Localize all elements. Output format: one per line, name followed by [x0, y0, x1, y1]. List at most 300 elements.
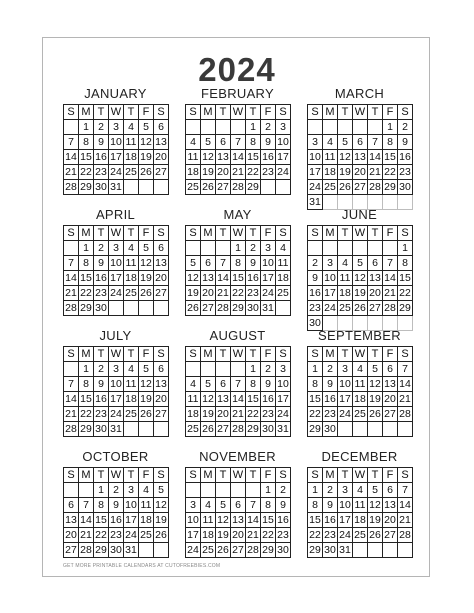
day-cell: 3 — [338, 483, 353, 498]
day-cell: 5 — [186, 256, 201, 271]
day-cell: 2 — [323, 483, 338, 498]
day-cell: 29 — [261, 543, 276, 558]
weekday-label: F — [139, 105, 154, 120]
month-day-grid — [185, 467, 291, 558]
weekday-label: S — [398, 105, 413, 120]
empty-cell — [154, 301, 169, 316]
day-cell: 11 — [124, 256, 139, 271]
weekday-label: F — [383, 105, 398, 120]
day-cell: 15 — [79, 150, 94, 165]
day-cell: 4 — [186, 135, 201, 150]
empty-cell — [398, 543, 413, 558]
weekday-label: S — [64, 226, 79, 241]
weekday-label: W — [353, 468, 368, 483]
day-cell: 26 — [216, 543, 231, 558]
month-september — [307, 326, 412, 447]
day-cell: 19 — [353, 286, 368, 301]
weekday-label: M — [201, 226, 216, 241]
weekday-label: S — [276, 105, 291, 120]
empty-cell — [368, 120, 383, 135]
day-cell: 7 — [398, 483, 413, 498]
day-cell: 7 — [216, 256, 231, 271]
weekday-label: S — [64, 347, 79, 362]
day-cell: 4 — [323, 135, 338, 150]
day-cell: 7 — [368, 135, 383, 150]
day-cell: 19 — [368, 513, 383, 528]
empty-cell — [186, 362, 201, 377]
month-day-grid — [185, 104, 291, 195]
day-cell: 22 — [308, 407, 323, 422]
day-cell: 16 — [323, 392, 338, 407]
day-cell: 30 — [246, 301, 261, 316]
day-cell: 15 — [261, 513, 276, 528]
month-july — [63, 326, 168, 447]
day-cell: 23 — [94, 407, 109, 422]
day-cell: 24 — [276, 165, 291, 180]
day-cell: 20 — [64, 528, 79, 543]
empty-cell — [368, 422, 383, 437]
empty-cell — [353, 543, 368, 558]
weekday-label: T — [338, 347, 353, 362]
day-cell: 29 — [246, 180, 261, 195]
day-cell: 12 — [201, 150, 216, 165]
day-cell: 23 — [246, 286, 261, 301]
day-cell: 14 — [64, 392, 79, 407]
weekday-label: W — [353, 105, 368, 120]
empty-cell — [368, 543, 383, 558]
month-august — [185, 326, 290, 447]
day-cell: 14 — [216, 271, 231, 286]
day-cell: 24 — [186, 543, 201, 558]
empty-cell — [276, 180, 291, 195]
day-cell: 29 — [246, 422, 261, 437]
empty-cell — [338, 120, 353, 135]
day-cell: 6 — [231, 498, 246, 513]
day-cell: 18 — [186, 165, 201, 180]
month-day-grid — [63, 346, 169, 437]
day-cell: 5 — [201, 135, 216, 150]
weekday-label: W — [353, 226, 368, 241]
day-cell: 13 — [154, 135, 169, 150]
day-cell: 21 — [231, 407, 246, 422]
empty-cell — [231, 362, 246, 377]
weekday-label: T — [246, 226, 261, 241]
empty-cell — [109, 301, 124, 316]
day-cell: 1 — [308, 483, 323, 498]
day-cell: 25 — [124, 286, 139, 301]
empty-cell — [154, 180, 169, 195]
day-cell: 31 — [109, 422, 124, 437]
day-cell: 16 — [94, 150, 109, 165]
day-cell: 6 — [154, 241, 169, 256]
empty-cell — [124, 301, 139, 316]
day-cell: 20 — [154, 271, 169, 286]
day-cell: 5 — [353, 256, 368, 271]
day-cell: 30 — [276, 543, 291, 558]
day-cell: 20 — [368, 286, 383, 301]
day-cell: 2 — [94, 120, 109, 135]
day-cell: 26 — [368, 528, 383, 543]
day-cell: 24 — [109, 165, 124, 180]
day-cell: 26 — [353, 301, 368, 316]
weekday-label: S — [154, 105, 169, 120]
weekday-label: M — [201, 468, 216, 483]
empty-cell — [398, 422, 413, 437]
weekday-label: T — [94, 105, 109, 120]
day-cell: 11 — [323, 150, 338, 165]
day-cell: 22 — [383, 165, 398, 180]
day-cell: 4 — [139, 483, 154, 498]
day-cell: 4 — [124, 120, 139, 135]
day-cell: 26 — [139, 286, 154, 301]
empty-cell — [201, 120, 216, 135]
day-cell: 19 — [201, 165, 216, 180]
weekday-label: T — [338, 468, 353, 483]
day-cell: 6 — [383, 362, 398, 377]
day-cell: 6 — [201, 256, 216, 271]
day-cell: 4 — [124, 362, 139, 377]
day-cell: 24 — [323, 301, 338, 316]
day-cell: 25 — [276, 286, 291, 301]
day-cell: 3 — [308, 135, 323, 150]
weekday-label: T — [94, 347, 109, 362]
day-cell: 14 — [231, 392, 246, 407]
day-cell: 10 — [124, 498, 139, 513]
day-cell: 25 — [139, 528, 154, 543]
empty-cell — [64, 483, 79, 498]
day-cell: 1 — [246, 362, 261, 377]
empty-cell — [154, 543, 169, 558]
day-cell: 23 — [308, 301, 323, 316]
day-cell: 10 — [276, 135, 291, 150]
day-cell: 12 — [368, 377, 383, 392]
day-cell: 5 — [201, 377, 216, 392]
day-cell: 2 — [246, 241, 261, 256]
day-cell: 27 — [154, 407, 169, 422]
day-cell: 9 — [323, 377, 338, 392]
day-cell: 7 — [398, 362, 413, 377]
day-cell: 20 — [353, 165, 368, 180]
day-cell: 21 — [231, 165, 246, 180]
day-cell: 22 — [94, 528, 109, 543]
day-cell: 27 — [154, 165, 169, 180]
day-cell: 26 — [186, 301, 201, 316]
day-cell: 15 — [231, 271, 246, 286]
day-cell: 3 — [124, 483, 139, 498]
day-cell: 12 — [338, 150, 353, 165]
day-cell: 22 — [231, 286, 246, 301]
day-cell: 30 — [94, 301, 109, 316]
day-cell: 7 — [64, 256, 79, 271]
weekday-label: S — [186, 226, 201, 241]
weekday-label: F — [139, 226, 154, 241]
day-cell: 12 — [139, 256, 154, 271]
day-cell: 23 — [398, 165, 413, 180]
day-cell: 9 — [94, 377, 109, 392]
weekday-label: T — [216, 468, 231, 483]
day-cell: 9 — [323, 498, 338, 513]
weekday-label: T — [246, 105, 261, 120]
month-name: DECEMBER — [321, 449, 398, 464]
weekday-label: T — [216, 347, 231, 362]
day-cell: 6 — [64, 498, 79, 513]
day-cell: 18 — [353, 392, 368, 407]
day-cell: 17 — [276, 150, 291, 165]
day-cell: 23 — [94, 286, 109, 301]
day-cell: 1 — [231, 241, 246, 256]
month-february — [185, 84, 290, 205]
empty-cell — [231, 120, 246, 135]
empty-cell — [308, 120, 323, 135]
month-name: JUNE — [341, 207, 378, 222]
day-cell: 27 — [216, 422, 231, 437]
month-name: MAY — [223, 207, 252, 222]
empty-cell — [201, 362, 216, 377]
day-cell: 3 — [109, 120, 124, 135]
day-cell: 15 — [398, 271, 413, 286]
day-cell: 20 — [383, 513, 398, 528]
day-cell: 27 — [231, 543, 246, 558]
day-cell: 8 — [79, 377, 94, 392]
day-cell: 24 — [338, 528, 353, 543]
day-cell: 13 — [383, 377, 398, 392]
day-cell: 12 — [201, 392, 216, 407]
empty-cell — [186, 120, 201, 135]
day-cell: 2 — [109, 483, 124, 498]
day-cell: 12 — [154, 498, 169, 513]
month-name: SEPTEMBER — [318, 328, 401, 343]
day-cell: 30 — [398, 180, 413, 195]
month-name: AUGUST — [209, 328, 266, 343]
day-cell: 8 — [79, 256, 94, 271]
weekday-label: S — [186, 468, 201, 483]
day-cell: 11 — [124, 377, 139, 392]
weekday-label: T — [246, 347, 261, 362]
day-cell: 31 — [261, 301, 276, 316]
month-day-grid — [307, 467, 413, 558]
weekday-label: S — [154, 347, 169, 362]
weekday-label: T — [124, 226, 139, 241]
weekday-label: F — [139, 468, 154, 483]
empty-cell — [338, 422, 353, 437]
month-name: NOVEMBER — [199, 449, 276, 464]
weekday-label: W — [109, 105, 124, 120]
day-cell: 17 — [338, 513, 353, 528]
empty-cell — [353, 241, 368, 256]
day-cell: 8 — [79, 135, 94, 150]
weekday-label: T — [124, 105, 139, 120]
day-cell: 10 — [109, 377, 124, 392]
day-cell: 28 — [79, 543, 94, 558]
day-cell: 8 — [398, 256, 413, 271]
day-cell: 28 — [216, 301, 231, 316]
day-cell: 10 — [261, 256, 276, 271]
day-cell: 15 — [246, 150, 261, 165]
day-cell: 5 — [368, 362, 383, 377]
day-cell: 1 — [79, 241, 94, 256]
day-cell: 4 — [353, 483, 368, 498]
weekday-label: F — [383, 226, 398, 241]
day-cell: 31 — [124, 543, 139, 558]
day-cell: 26 — [201, 180, 216, 195]
weekday-label: S — [186, 105, 201, 120]
year-title: 2024 — [198, 51, 276, 88]
day-cell: 1 — [79, 362, 94, 377]
month-name: OCTOBER — [82, 449, 149, 464]
empty-cell — [308, 241, 323, 256]
day-cell: 18 — [353, 513, 368, 528]
day-cell: 25 — [124, 165, 139, 180]
day-cell: 25 — [201, 543, 216, 558]
day-cell: 16 — [398, 150, 413, 165]
empty-cell — [64, 241, 79, 256]
day-cell: 21 — [383, 286, 398, 301]
day-cell: 23 — [276, 528, 291, 543]
empty-cell — [216, 241, 231, 256]
day-cell: 11 — [186, 150, 201, 165]
day-cell: 21 — [368, 165, 383, 180]
day-cell: 21 — [398, 513, 413, 528]
month-day-grid — [63, 104, 169, 195]
day-cell: 19 — [368, 392, 383, 407]
weekday-label: M — [79, 105, 94, 120]
day-cell: 4 — [276, 241, 291, 256]
day-cell: 8 — [246, 377, 261, 392]
weekday-label: F — [383, 468, 398, 483]
day-cell: 18 — [139, 513, 154, 528]
day-cell: 28 — [64, 301, 79, 316]
day-cell: 11 — [338, 271, 353, 286]
day-cell: 14 — [231, 150, 246, 165]
day-cell: 2 — [94, 241, 109, 256]
empty-cell — [139, 301, 154, 316]
empty-cell — [201, 483, 216, 498]
day-cell: 11 — [276, 256, 291, 271]
day-cell: 21 — [246, 528, 261, 543]
day-cell: 14 — [398, 377, 413, 392]
month-day-grid — [63, 467, 169, 558]
day-cell: 9 — [94, 256, 109, 271]
weekday-label: T — [246, 468, 261, 483]
day-cell: 17 — [323, 286, 338, 301]
day-cell: 9 — [94, 135, 109, 150]
day-cell: 27 — [201, 301, 216, 316]
weekday-label: F — [261, 226, 276, 241]
day-cell: 3 — [261, 241, 276, 256]
day-cell: 27 — [216, 180, 231, 195]
day-cell: 9 — [261, 377, 276, 392]
day-cell: 9 — [398, 135, 413, 150]
day-cell: 26 — [139, 165, 154, 180]
day-cell: 30 — [308, 316, 323, 331]
day-cell: 17 — [124, 513, 139, 528]
day-cell: 13 — [231, 513, 246, 528]
weekday-label: W — [231, 347, 246, 362]
day-cell: 13 — [216, 392, 231, 407]
month-october — [63, 447, 168, 568]
day-cell: 2 — [94, 362, 109, 377]
day-cell: 10 — [338, 377, 353, 392]
weekday-label: S — [276, 468, 291, 483]
day-cell: 12 — [216, 513, 231, 528]
day-cell: 21 — [64, 407, 79, 422]
weekday-label: W — [353, 347, 368, 362]
day-cell: 14 — [398, 498, 413, 513]
weekday-label: S — [398, 468, 413, 483]
day-cell: 28 — [368, 180, 383, 195]
day-cell: 29 — [308, 543, 323, 558]
weekday-label: S — [308, 468, 323, 483]
day-cell: 24 — [124, 528, 139, 543]
weekday-label: W — [231, 226, 246, 241]
day-cell: 28 — [398, 407, 413, 422]
weekday-label: S — [186, 347, 201, 362]
day-cell: 1 — [383, 120, 398, 135]
weekday-label: W — [109, 226, 124, 241]
weekday-label: T — [368, 468, 383, 483]
month-name: JANUARY — [84, 86, 147, 101]
day-cell: 16 — [261, 392, 276, 407]
weekday-label: W — [231, 105, 246, 120]
day-cell: 23 — [323, 528, 338, 543]
day-cell: 24 — [109, 407, 124, 422]
day-cell: 13 — [383, 498, 398, 513]
month-november — [185, 447, 290, 568]
day-cell: 14 — [368, 150, 383, 165]
day-cell: 8 — [231, 256, 246, 271]
day-cell: 15 — [308, 513, 323, 528]
month-day-grid — [185, 346, 291, 437]
day-cell: 19 — [139, 392, 154, 407]
weekday-label: S — [276, 347, 291, 362]
empty-cell — [323, 120, 338, 135]
day-cell: 29 — [383, 180, 398, 195]
empty-cell — [201, 241, 216, 256]
day-cell: 15 — [308, 392, 323, 407]
empty-cell — [124, 180, 139, 195]
day-cell: 10 — [186, 513, 201, 528]
day-cell: 17 — [109, 392, 124, 407]
empty-cell — [216, 483, 231, 498]
day-cell: 10 — [308, 150, 323, 165]
weekday-label: S — [154, 468, 169, 483]
day-cell: 9 — [308, 271, 323, 286]
month-name: MARCH — [334, 86, 385, 101]
day-cell: 2 — [261, 362, 276, 377]
day-cell: 15 — [79, 271, 94, 286]
day-cell: 8 — [308, 377, 323, 392]
weekday-label: M — [79, 226, 94, 241]
day-cell: 16 — [308, 286, 323, 301]
weekday-label: M — [201, 105, 216, 120]
weekday-label: M — [201, 347, 216, 362]
weekday-label: M — [323, 226, 338, 241]
day-cell: 8 — [383, 135, 398, 150]
empty-cell — [186, 483, 201, 498]
day-cell: 14 — [79, 513, 94, 528]
day-cell: 13 — [353, 150, 368, 165]
day-cell: 25 — [353, 407, 368, 422]
day-cell: 15 — [383, 150, 398, 165]
day-cell: 17 — [338, 392, 353, 407]
day-cell: 25 — [323, 180, 338, 195]
weekday-label: S — [276, 226, 291, 241]
day-cell: 7 — [383, 256, 398, 271]
month-april — [63, 205, 168, 326]
day-cell: 16 — [109, 513, 124, 528]
day-cell: 17 — [186, 528, 201, 543]
day-cell: 22 — [79, 407, 94, 422]
